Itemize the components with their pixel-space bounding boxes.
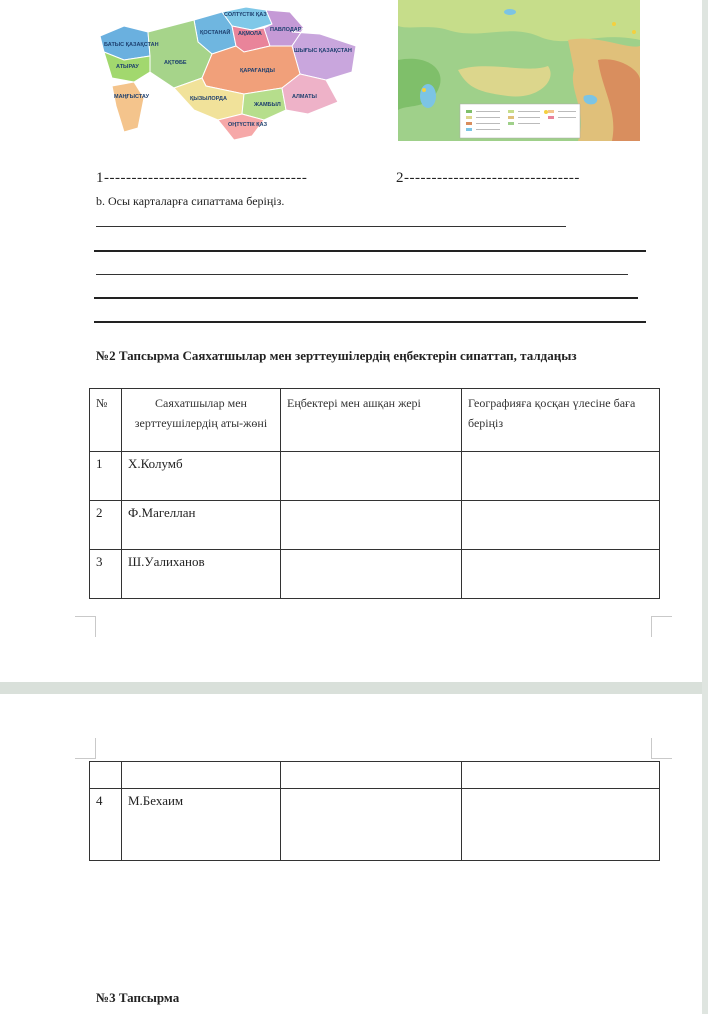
label-atyrau: АТЫРАУ (116, 64, 139, 70)
row-num: 4 (90, 789, 122, 861)
works-cell[interactable] (281, 501, 462, 550)
page-corner-mark (75, 738, 96, 759)
label-kyzylorda: ҚЫЗЫЛОРДА (190, 96, 227, 102)
map-2-answer-line[interactable]: 2-------------------------------- (396, 170, 580, 186)
answer-line-2[interactable] (94, 250, 646, 252)
answer-line-5[interactable] (94, 321, 646, 323)
row-num: 1 (90, 452, 122, 501)
row-num (90, 762, 122, 789)
table-row (90, 452, 660, 501)
row-name: Ф.Магеллан (122, 501, 281, 550)
page-corner-mark (75, 616, 96, 637)
contribution-cell[interactable] (462, 789, 660, 861)
works-cell[interactable] (281, 550, 462, 599)
label-sever: СОЛТҮСТІК ҚАЗ (224, 12, 267, 18)
label-zhambyl: ЖАМБЫЛ (254, 102, 281, 108)
travelers-table (89, 388, 660, 599)
header-works: Еңбектері мен ашқан жері (281, 389, 462, 452)
header-contribution: Географияға қосқан үлесіне баға беріңіз (462, 389, 660, 452)
task-2-title: №2 Тапсырма Саяхатшылар мен зерттеушілердің еңбектерін сипаттап, талдаңыз (96, 348, 577, 363)
label-ontustik: ОҢТҮСТІК ҚАЗ (228, 122, 268, 128)
label-batys: БАТЫС ҚАЗАҚСТАН (104, 42, 159, 48)
contribution-cell[interactable] (462, 452, 660, 501)
task-3-title: №3 Тапсырма (96, 990, 180, 1005)
label-almaty: АЛМАТЫ (292, 94, 317, 100)
label-karaganda: ҚАРАҒАНДЫ (240, 68, 275, 74)
row-name: М.Бехаим (122, 789, 281, 861)
row-name: Ш.Уалиханов (122, 550, 281, 599)
region-mangystau (112, 82, 144, 132)
works-cell[interactable] (281, 789, 462, 861)
label-mangystau: МАҢҒЫСТАУ (114, 94, 150, 100)
answer-line-1[interactable] (96, 226, 566, 227)
region-shygys (292, 28, 356, 80)
contribution-cell[interactable] (462, 501, 660, 550)
table-row (90, 501, 660, 550)
physical-map-image (398, 0, 640, 141)
travelers-table-continued (89, 761, 660, 861)
header-num: № (90, 389, 122, 452)
table-row (90, 550, 660, 599)
page-edge (702, 0, 708, 1014)
page-separator (0, 682, 708, 694)
header-name: Саяхатшылар мен зерттеушілердің аты-жөні (122, 389, 281, 452)
row-num: 2 (90, 501, 122, 550)
page-corner-mark (651, 738, 672, 759)
works-cell[interactable] (281, 762, 462, 789)
works-cell[interactable] (281, 452, 462, 501)
table-header-row (90, 389, 660, 452)
row-name (122, 762, 281, 789)
table-row (90, 789, 660, 861)
label-kostanay: ҚОСТАНАЙ (200, 30, 231, 36)
answer-line-3[interactable] (96, 274, 628, 275)
label-shygys: ШЫҒЫС ҚАЗАҚСТАН (294, 48, 352, 54)
answer-line-4[interactable] (94, 297, 638, 299)
table-row (90, 762, 660, 789)
label-aktobe: АҚТӨБЕ (164, 60, 187, 66)
label-pavlodar: ПАВЛОДАР (270, 27, 302, 33)
row-num: 3 (90, 550, 122, 599)
document-page-2 (0, 694, 702, 1014)
political-map-image (94, 2, 359, 142)
contribution-cell[interactable] (462, 762, 660, 789)
page-corner-mark (651, 616, 672, 637)
contribution-cell[interactable] (462, 550, 660, 599)
map-1-answer-line[interactable]: 1------------------------------------- (96, 170, 308, 186)
label-akmola: АҚМОЛА (238, 31, 262, 37)
row-name: Х.Колумб (122, 452, 281, 501)
task-b-instruction: b. Осы карталарға сипаттама беріңіз. (96, 194, 285, 208)
